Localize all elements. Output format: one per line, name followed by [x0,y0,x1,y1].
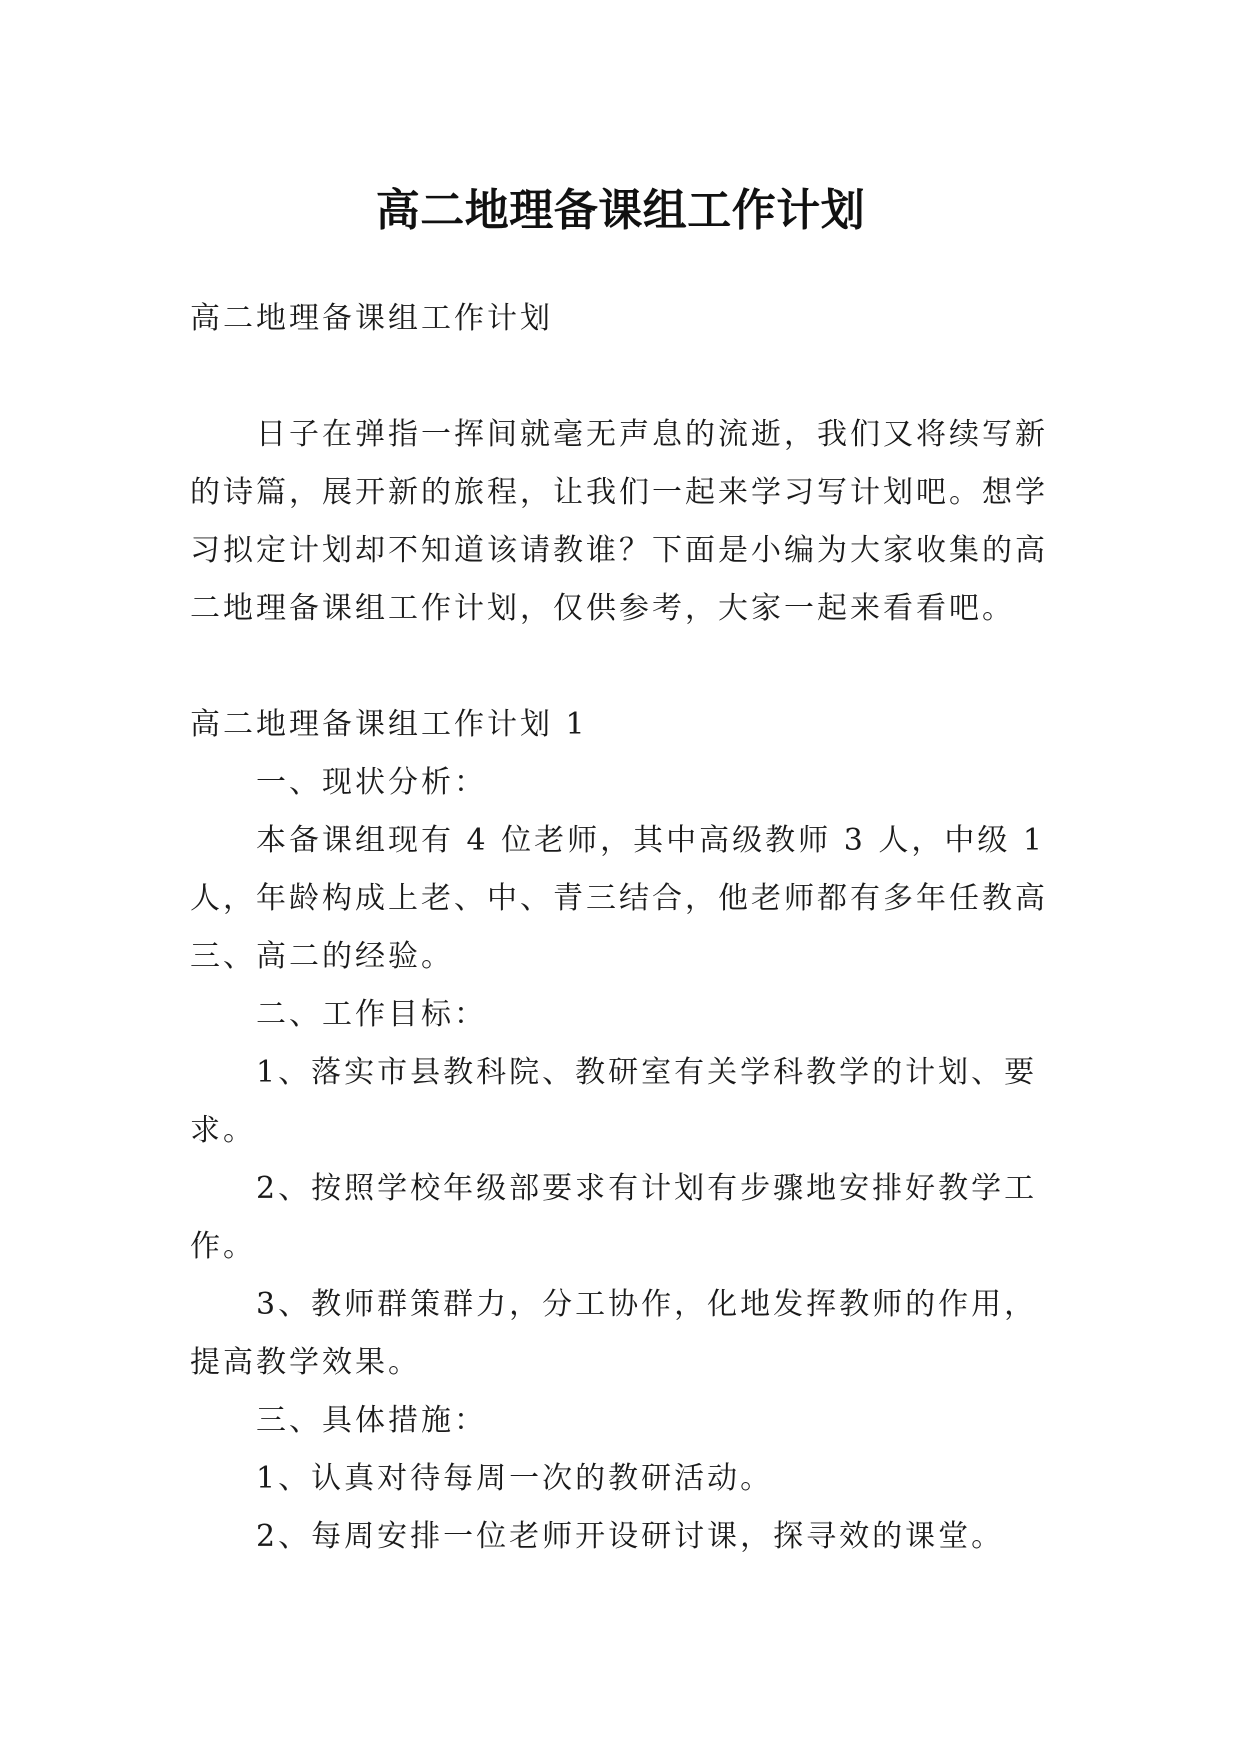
intro-paragraph: 日子在弹指一挥间就毫无声息的流逝，我们又将续写新的诗篇，展开新的旅程，让我们一起来学习写计划吧。想学习拟定计划却不知道该请教谁？下面是小编为大家收集的高二地理备课组工作计划，仅供参考，大家一起来看看吧。 [190,417,1048,626]
paragraph-measures-heading: 三、具体措施： [256,1403,487,1438]
paragraph-status-heading: 一、现状分析： [256,765,487,800]
paragraph-goal-1: 1、落实市县教科院、教研室有关学科教学的计划、要求。 [190,1055,1038,1148]
paragraph-status-body: 本备课组现有 4 位老师，其中高级教师 3 人，中级 1 人，年龄构成上老、中、青三结合，他老师都有多年任教高三、高二的经验。 [190,823,1048,974]
paragraph-goal-2: 2、按照学校年级部要求有计划有步骤地安排好教学工作。 [190,1171,1038,1264]
paragraph-measure-2: 2、每周安排一位老师开设研讨课，探寻效的课堂。 [256,1519,1005,1554]
paragraph-goal-3: 3、教师群策群力，分工协作，化地发挥教师的作用，提高教学效果。 [190,1287,1038,1380]
document-subtitle: 高二地理备课组工作计划 [190,301,553,336]
document-title: 高二地理备课组工作计划 [375,185,866,237]
paragraph-goals-heading: 二、工作目标： [256,997,487,1032]
document-body [190,290,1070,1566]
paragraph-measure-1: 1、认真对待每周一次的教研活动。 [256,1461,774,1496]
section-heading: 高二地理备课组工作计划 1 [190,707,588,742]
